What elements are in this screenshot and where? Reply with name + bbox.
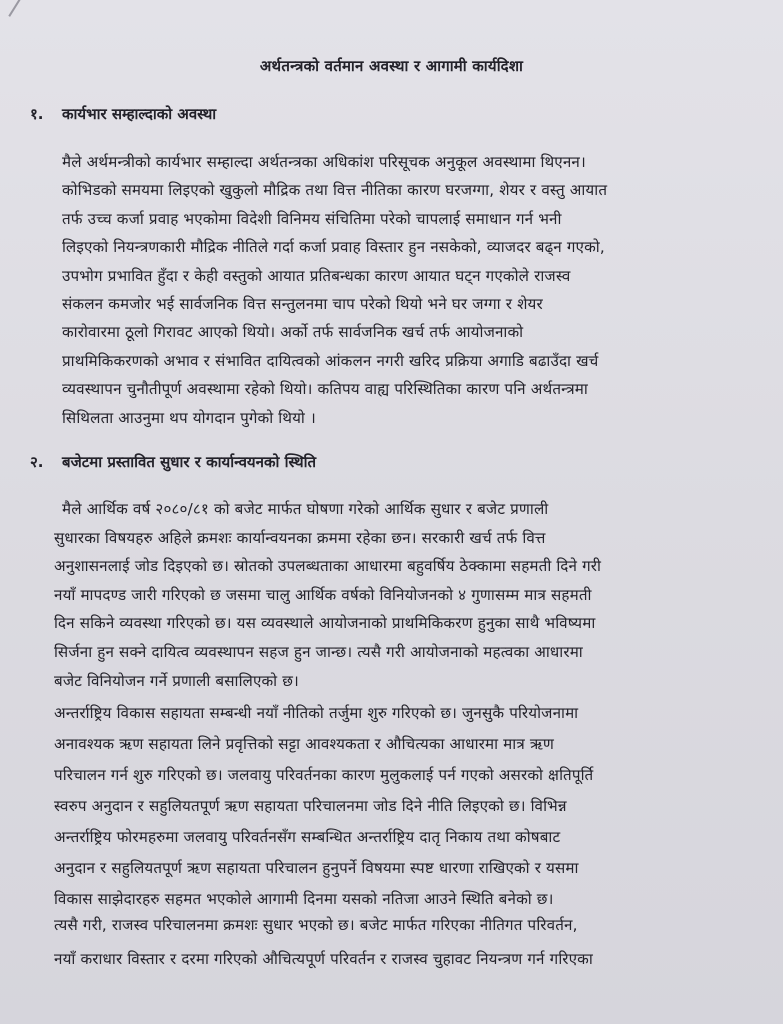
- paragraph-line: अन्तर्राष्ट्रिय विकास सहायता सम्बन्धी नयाँ नीतिको तर्जुमा शुरु गरिएको छ। जुनसुकै परियोजनामा: [54, 704, 579, 722]
- paragraph-line: अनुदान र सहुलियतपूर्ण ऋण सहायता परिचालन हुनुपर्ने विषयमा स्पष्ट धारणा राखिएको र यसमा: [54, 859, 579, 877]
- paragraph-line: त्यसै गरी, राजस्व परिचालनमा क्रमशः सुधार भएको छ। बजेट मार्फत गरिएका नीतिगत परिवर्तन,: [54, 916, 578, 934]
- page-title: अर्थतन्त्रको वर्तमान अवस्था र आगामी कार्यदिशा: [259, 57, 524, 75]
- paragraph-line: स्वरुप अनुदान र सहुलियतपूर्ण ऋण सहायता परिचालनमा जोड दिने नीति लिइएको छ। विभिन्न: [54, 797, 567, 815]
- section-1-heading: [30, 104, 216, 124]
- paragraph-line: नयाँ कराधार विस्तार र दरमा गरिएको औचित्यपूर्ण परिवर्तन र राजस्व चुहावट नियन्त्रण गर्न गरिएका: [54, 950, 593, 968]
- section-1-number: १.: [30, 105, 44, 123]
- section-2-number: २.: [30, 453, 44, 471]
- paragraph-line: तर्फ उच्च कर्जा प्रवाह भएकोमा विदेशी विनिमय संचितिमा परेको चापलाई समाधान गर्न भनी: [62, 209, 562, 228]
- section-2-heading: [30, 452, 316, 472]
- paragraph-line: नयाँ मापदण्ड जारी गरिएको छ जसमा चालु आर्थिक वर्षको विनियोजनको ४ गुणासम्म मात्र सहमती: [54, 585, 592, 604]
- paragraph-line: प्राथमिकिकरणको अभाव र संभावित दायित्वको आंकलन नगरी खरिद प्रक्रिया अगाडि बढाउँदा खर्च: [62, 351, 599, 370]
- paragraph-line: कारोवारमा ठूलो गिरावट आएको थियो। अर्को तर्फ सार्वजनिक खर्च तर्फ आयोजनाको: [62, 323, 524, 342]
- paragraph-line: दिन सकिने व्यवस्था गरिएको छ। यस व्यवस्थाले आयोजनाको प्राथमिकिकरण हुनुका साथै भविष्यमा: [54, 614, 596, 633]
- paragraph-line: अनावश्यक ऋण सहायता लिने प्रवृत्तिको सट्टा आवश्यकता र औचित्यका आधारमा मात्र ऋण: [54, 735, 555, 753]
- paragraph-line: मैले अर्थमन्त्रीको कार्यभार सम्हाल्दा अर्थतन्त्रका अधिकांश परिसूचक अनुकूल अवस्थामा थिएनन।: [62, 153, 586, 171]
- paragraph-line: उपभोग प्रभावित हुँदा र केही वस्तुको आयात प्रतिबन्धका कारण आयात घट्न गएकोले राजस्व: [62, 266, 571, 285]
- paragraph-line: व्यवस्थापन चुनौतीपूर्ण अवस्थामा रहेको थियो। कतिपय वाह्य परिस्थितिका कारण पनि अर्थतन्त्रमा: [62, 380, 588, 399]
- paragraph-line: सुधारका विषयहरु अहिले क्रमशः कार्यान्वयनका क्रममा रहेका छन। सरकारी खर्च तर्फ वित्त: [54, 528, 546, 547]
- paragraph-line: अनुशासनलाई जोड दिइएको छ। स्रोतको उपलब्धताका आधारमा बहुवर्षिय ठेक्कामा सहमती दिने गरी: [54, 557, 602, 576]
- paragraph-line: संकलन कमजोर भई सार्वजनिक वित्त सन्तुलनमा चाप परेको थियो भने घर जग्गा र शेयर: [62, 295, 543, 313]
- paragraph-line: मैले आर्थिक वर्ष २०८०/८१ को बजेट मार्फत घोषणा गरेको आर्थिक सुधार र बजेट प्रणाली: [62, 500, 549, 518]
- pen-mark: [8, 0, 21, 17]
- paragraph-line: परिचालन गर्न शुरु गरिएको छ। जलवायु परिवर्तनका कारण मुलुकलाई पर्न गएको असरको क्षतिपूर्ति: [54, 766, 594, 784]
- paragraph-line: अन्तर्राष्ट्रिय फोरमहरुमा जलवायु परिवर्तनसँग सम्बन्धित अन्तर्राष्ट्रिय दातृ निकाय तथा कोषबाट: [54, 828, 561, 846]
- section-2-title: बजेटमा प्रस्तावित सुधार र कार्यान्वयनको स्थिति: [62, 453, 317, 471]
- paragraph-line: विकास साझेदारहरु सहमत भएकोले आगामी दिनमा यसको नतिजा आउने स्थिति बनेको छ।: [54, 890, 554, 908]
- paragraph-line: बजेट विनियोजन गर्ने प्रणाली बसालिएको छ।: [54, 671, 299, 690]
- paragraph-line: कोभिडको समयमा लिइएको खुकुलो मौद्रिक तथा वित्त नीतिका कारण घरजग्गा, शेयर र वस्तु आयात: [62, 181, 608, 200]
- paragraph-line: सिर्जना हुन सक्ने दायित्व व्यवस्थापन सहज हुन जान्छ। त्यसै गरी आयोजनाको महत्वका आधारमा: [54, 643, 583, 661]
- paragraph-line: सिथिलता आउनुमा थप योगदान पुगेको थियो ।: [62, 408, 316, 427]
- paragraph-line: लिइएको नियन्त्रणकारी मौद्रिक नीतिले गर्दा कर्जा प्रवाह विस्तार हुन नसकेको, व्याजदर बढ्न गएको,: [62, 238, 605, 257]
- section-1-title: कार्यभार सम्हाल्दाको अवस्था: [62, 105, 217, 123]
